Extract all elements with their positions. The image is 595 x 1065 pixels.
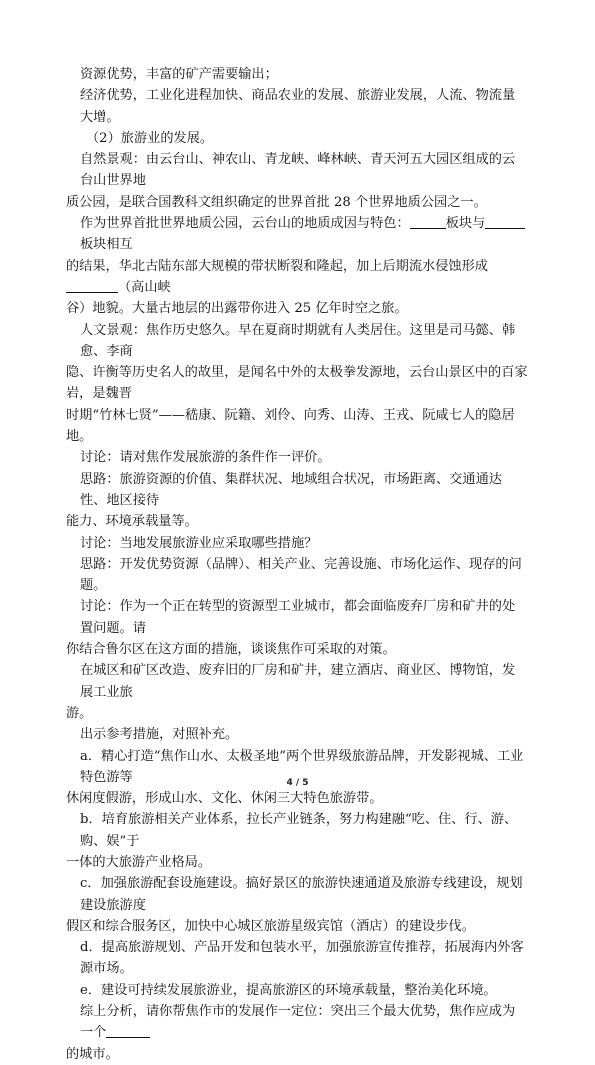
text-line: 思路：开发优势资源（品牌）、相关产业、完善设施、市场化运作、现存的问题。 [80, 556, 522, 594]
text-fragment: （高山峡 [118, 279, 171, 295]
text-line: 游。 [66, 705, 93, 721]
text-line: 质公园，是联合国教科文组织确定的世界首批 28 个世界地质公园之一。 [66, 194, 487, 210]
text-line: 经济优势，工业化进程加快、商品农业的发展、旅游业发展，人流、物流量大增。 [80, 88, 516, 125]
text-line: 的城市。 [66, 1046, 119, 1062]
text-line: c．加强旅游配套设施建设。搞好景区的旅游快速通道及旅游专线建设，规划建设旅游度 [80, 876, 523, 913]
text-line: 时期“竹林七贤”——嵇康、阮籍、刘伶、向秀、山涛、王戎、阮咸七人的隐居地。 [66, 407, 515, 445]
answer-blank[interactable] [410, 214, 446, 229]
text-line: 人文景观：焦作历史悠久。早在夏商时期就有人类居住。这里是司马懿、韩愈、李商 [80, 322, 516, 359]
page-number: 4 / 5 [286, 778, 309, 788]
text-line: d．提高旅游规划、产品开发和包装水平，加强旅游宣传推荐，拓展海内外客源市场。 [80, 940, 524, 977]
text-line: 讨论：当地发展旅游业应采取哪些措施？ [80, 535, 318, 551]
text-line: 出示参考措施，对照补充。 [80, 727, 239, 743]
section-heading: （2）旅游业的发展。 [86, 130, 214, 146]
text-line: 自然景观：由云台山、神农山、青龙峡、峰林峡、青天河五大园区组成的云台山世界地 [80, 152, 516, 189]
text-fragment: 板块与 [445, 216, 486, 232]
text-line: 谷）地貌。大量古地层的出露带你进入 25 亿年时空之旅。 [66, 301, 408, 317]
answer-blank[interactable] [106, 1023, 150, 1038]
fill-in-line [66, 256, 528, 299]
text-fragment: 作为世界首批世界地质公园，云台山的地质成因与特色： [80, 216, 410, 232]
text-fragment: 板块相互 [80, 237, 133, 253]
text-line: e．建设可持续发展旅游业，提高旅游区的环境承载量，整治美化环境。 [80, 982, 497, 998]
text-line: 讨论：请对焦作发展旅游的条件作一评价。 [80, 450, 331, 466]
text-line: b．培育旅游相关产业体系，拉长产业链条，努力构建融“吃、住、行、游、购、娱”于 [80, 812, 518, 849]
text-line: 隐、许衡等历史名人的故里，是闻名中外的太极拳发源地，云台山景区中的百家岩，是魏晋 [66, 365, 528, 402]
fill-in-line [80, 1001, 528, 1044]
fill-in-line [80, 213, 528, 256]
text-line: 思路：旅游资源的价值、集群状况、地域组合状况，市场距离、交通通达性、地区接待 [80, 471, 502, 508]
text-line: 讨论：作为一个正在转型的资源型工业城市，都会面临废弃厂房和矿井的处置问题。请 [80, 599, 516, 636]
text-line: 你结合鲁尔区在这方面的措施，谈谈焦作可采取的对策。 [66, 642, 396, 658]
answer-blank[interactable] [66, 278, 118, 293]
text-line: 资源优势，丰富的矿产需要输出； [80, 67, 278, 82]
text-line: 在城区和矿区改造、废弃旧的厂房和矿井，建立酒店、商业区、博物馆，发展工业旅 [80, 663, 516, 700]
text-line: 能力、环境承载量等。 [66, 514, 198, 530]
text-line: 休闲度假游，形成山水、文化、休闲三大特色旅游带。 [66, 791, 383, 807]
answer-blank[interactable] [485, 214, 525, 229]
text-line: a．精心打造“焦作山水、太极圣地”两个世界级旅游品牌，开发影视城、工业特色游等 [80, 748, 524, 785]
text-line: 假区和综合服务区，加快中心城区旅游星级宾馆（酒店）的建设步伐。 [66, 918, 475, 934]
document-body [66, 64, 528, 1065]
text-fragment: 的结果，华北古陆东部大规模的带状断裂和隆起，加上后期流水侵蚀形成 [66, 258, 488, 274]
text-line: 一体的大旅游产业格局。 [66, 854, 212, 870]
text-fragment: 综上分析，请你帮焦作市的发展作一定位：突出三个最大优势，焦作应成为一个 [80, 1004, 516, 1041]
